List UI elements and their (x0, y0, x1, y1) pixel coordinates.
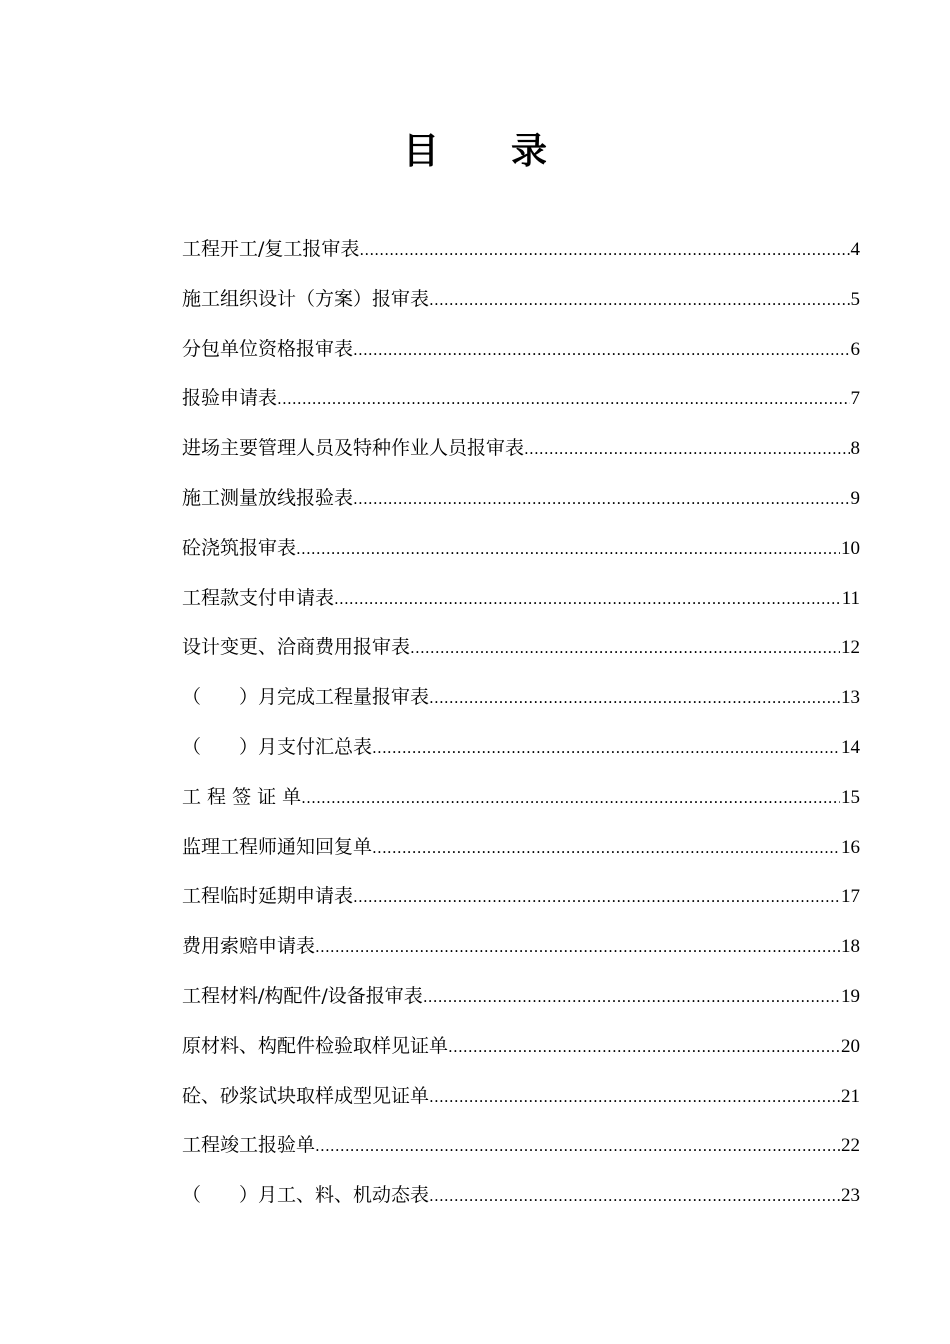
toc-entry-label: 工程临时延期申请表 (182, 885, 354, 908)
toc-entry[interactable] (182, 374, 860, 424)
toc-leader-dots (277, 375, 849, 425)
toc-entry[interactable] (182, 773, 860, 823)
toc-entry[interactable] (182, 275, 860, 325)
toc-entry-label: 施工测量放线报验表 (182, 486, 354, 509)
toc-entry-label: 原材料、构配件检验取样见证单 (182, 1034, 449, 1057)
toc-leader-dots (448, 1023, 840, 1073)
toc-leader-dots (429, 674, 840, 724)
toc-page-number: 19 (841, 985, 860, 1007)
toc-entry[interactable] (182, 524, 860, 574)
toc-entry[interactable] (182, 1072, 860, 1122)
toc-leader-dots (372, 724, 840, 774)
toc-entry[interactable] (182, 823, 860, 873)
toc-entry[interactable] (182, 225, 860, 275)
toc-page-number: 23 (841, 1185, 860, 1207)
toc-page-number: 5 (850, 288, 860, 310)
toc-leader-dots (429, 1073, 840, 1123)
toc-entry-label: （ ）月工、料、机动态表 (182, 1184, 430, 1207)
toc-page-number: 21 (841, 1085, 860, 1107)
toc-page-number: 9 (850, 487, 860, 509)
toc-leader-dots (353, 326, 849, 376)
toc-page-number: 22 (841, 1135, 860, 1157)
toc-leader-dots (334, 575, 841, 625)
toc-entry-label: 施工组织设计（方案）报审表 (182, 287, 430, 310)
toc-entry[interactable] (182, 1171, 860, 1221)
toc-leader-dots (353, 475, 849, 525)
toc-page-number: 15 (841, 786, 860, 808)
toc-entry[interactable] (182, 325, 860, 375)
toc-entry-label: 工程开工/复工报审表 (182, 238, 360, 260)
toc-entry-label: 砼、砂浆试块取样成型见证单 (182, 1084, 430, 1107)
toc-entry-label: 工程款支付申请表 (182, 586, 335, 609)
toc-page-number: 11 (841, 587, 860, 609)
toc-page-number: 10 (841, 537, 860, 559)
toc-title: 目 录 (402, 131, 547, 172)
toc-leader-dots (410, 624, 840, 674)
toc-entry[interactable] (182, 474, 860, 524)
toc-entry-label: 费用索赔申请表 (182, 935, 316, 958)
toc-entry[interactable] (182, 574, 860, 624)
toc-entry-label: 砼浇筑报审表 (182, 536, 297, 559)
toc-entry-label: 工 程 签 证 单 (182, 785, 302, 808)
toc-page-number: 17 (841, 886, 860, 908)
toc-leader-dots (296, 525, 840, 575)
toc-page-number: 14 (841, 736, 860, 758)
toc-page-number: 20 (841, 1035, 860, 1057)
toc-entry[interactable] (182, 673, 860, 723)
toc-page-number: 18 (841, 936, 860, 958)
toc-entry-label: 分包单位资格报审表 (182, 337, 354, 360)
toc-leader-dots (423, 973, 840, 1023)
toc-page-number: 16 (841, 836, 860, 858)
toc-entry-label: 工程材料/构配件/设备报审表 (182, 984, 423, 1007)
toc-leader-dots (359, 226, 849, 276)
toc-leader-dots (524, 425, 849, 475)
toc-list (182, 225, 860, 1221)
toc-entry[interactable] (182, 972, 860, 1022)
toc-leader-dots (301, 774, 840, 824)
toc-entry-label: 设计变更、洽商费用报审表 (182, 636, 411, 659)
toc-entry[interactable] (182, 922, 860, 972)
toc-entry-label: 工程竣工报验单 (182, 1134, 316, 1157)
toc-page-number: 8 (850, 438, 860, 460)
toc-entry-label: 报验申请表 (182, 387, 278, 410)
toc-leader-dots (315, 923, 840, 973)
toc-entry[interactable] (182, 623, 860, 673)
toc-entry[interactable] (182, 1022, 860, 1072)
toc-page-number: 4 (850, 239, 860, 260)
toc-leader-dots (315, 1122, 840, 1172)
toc-entry-label: （ ）月完成工程量报审表 (182, 686, 430, 709)
toc-entry-label: （ ）月支付汇总表 (182, 735, 373, 758)
toc-entry[interactable] (182, 723, 860, 773)
toc-page-number: 12 (841, 637, 860, 659)
toc-page-number: 7 (850, 388, 860, 410)
toc-entry[interactable] (182, 872, 860, 922)
toc-leader-dots (372, 824, 840, 874)
toc-entry[interactable] (182, 424, 860, 474)
toc-entry-label: 进场主要管理人员及特种作业人员报审表 (182, 437, 525, 460)
toc-leader-dots (353, 873, 840, 923)
toc-leader-dots (429, 276, 849, 326)
toc-page-number: 13 (841, 687, 860, 709)
toc-entry-label: 监理工程师通知回复单 (182, 835, 373, 858)
toc-page-number: 6 (850, 338, 860, 360)
toc-entry[interactable] (182, 1121, 860, 1171)
toc-leader-dots (429, 1172, 840, 1222)
